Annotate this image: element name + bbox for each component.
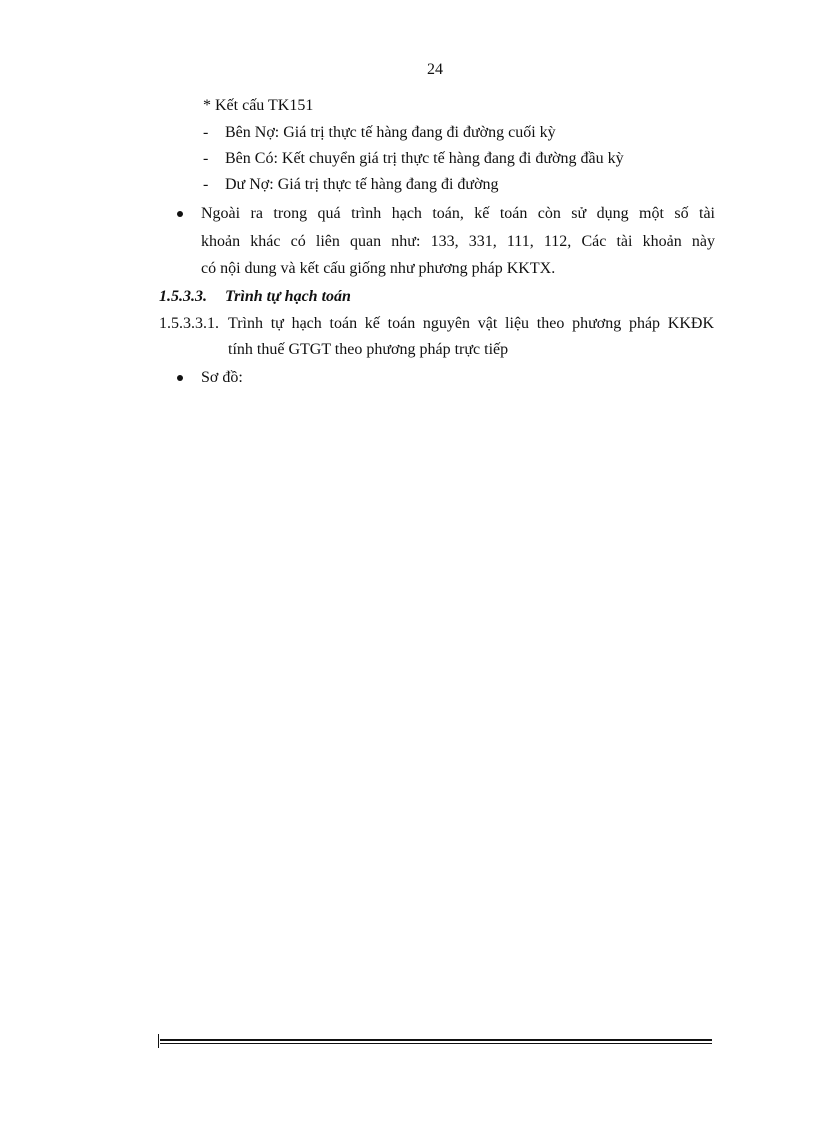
other-accounts-line-2: khoản khác có liên quan như: 133, 331, 111, 112, Các tài khoản này (201, 233, 715, 250)
subheading-line-2: tính thuế GTGT theo phương pháp trực tiếp (228, 341, 509, 358)
dash-marker: - (203, 176, 209, 193)
other-accounts-line-1: Ngoài ra trong quá trình hạch toán, kế toán còn sử dụng một số tài (201, 205, 715, 222)
diagram-label: Sơ đồ: (201, 369, 243, 386)
section-heading-number: 1.5.3.3. (159, 288, 207, 305)
list-item (203, 120, 556, 146)
list-item (203, 146, 624, 172)
subheading-line-1: Trình tự hạch toán kế toán nguyên vật liệu theo phương pháp KKĐK (228, 315, 714, 332)
tk151-structure-title: * Kết cấu TK151 (203, 97, 314, 114)
section-heading (159, 284, 351, 310)
page-number: 24 (427, 61, 443, 78)
list-item-text: Bên Có: Kết chuyển giá trị thực tế hàng đang đi đường đầu kỳ (225, 150, 624, 167)
bullet-icon (177, 375, 183, 381)
bullet-icon (177, 211, 183, 217)
list-item-text: Bên Nợ: Giá trị thực tế hàng đang đi đường cuối kỳ (225, 124, 556, 141)
dash-marker: - (203, 124, 209, 141)
footer-rule (160, 1039, 712, 1041)
footer-rule-end-cap (158, 1034, 159, 1048)
list-item (203, 172, 499, 198)
section-heading-title: Trình tự hạch toán (225, 288, 351, 305)
dash-marker: - (203, 150, 209, 167)
subheading-number: 1.5.3.3.1. (159, 315, 219, 332)
other-accounts-line-3: có nội dung và kết cấu giống như phương pháp KKTX. (201, 260, 556, 277)
footer-rule-thin (160, 1043, 712, 1044)
list-item-text: Dư Nợ: Giá trị thực tế hàng đang đi đường (225, 176, 499, 193)
